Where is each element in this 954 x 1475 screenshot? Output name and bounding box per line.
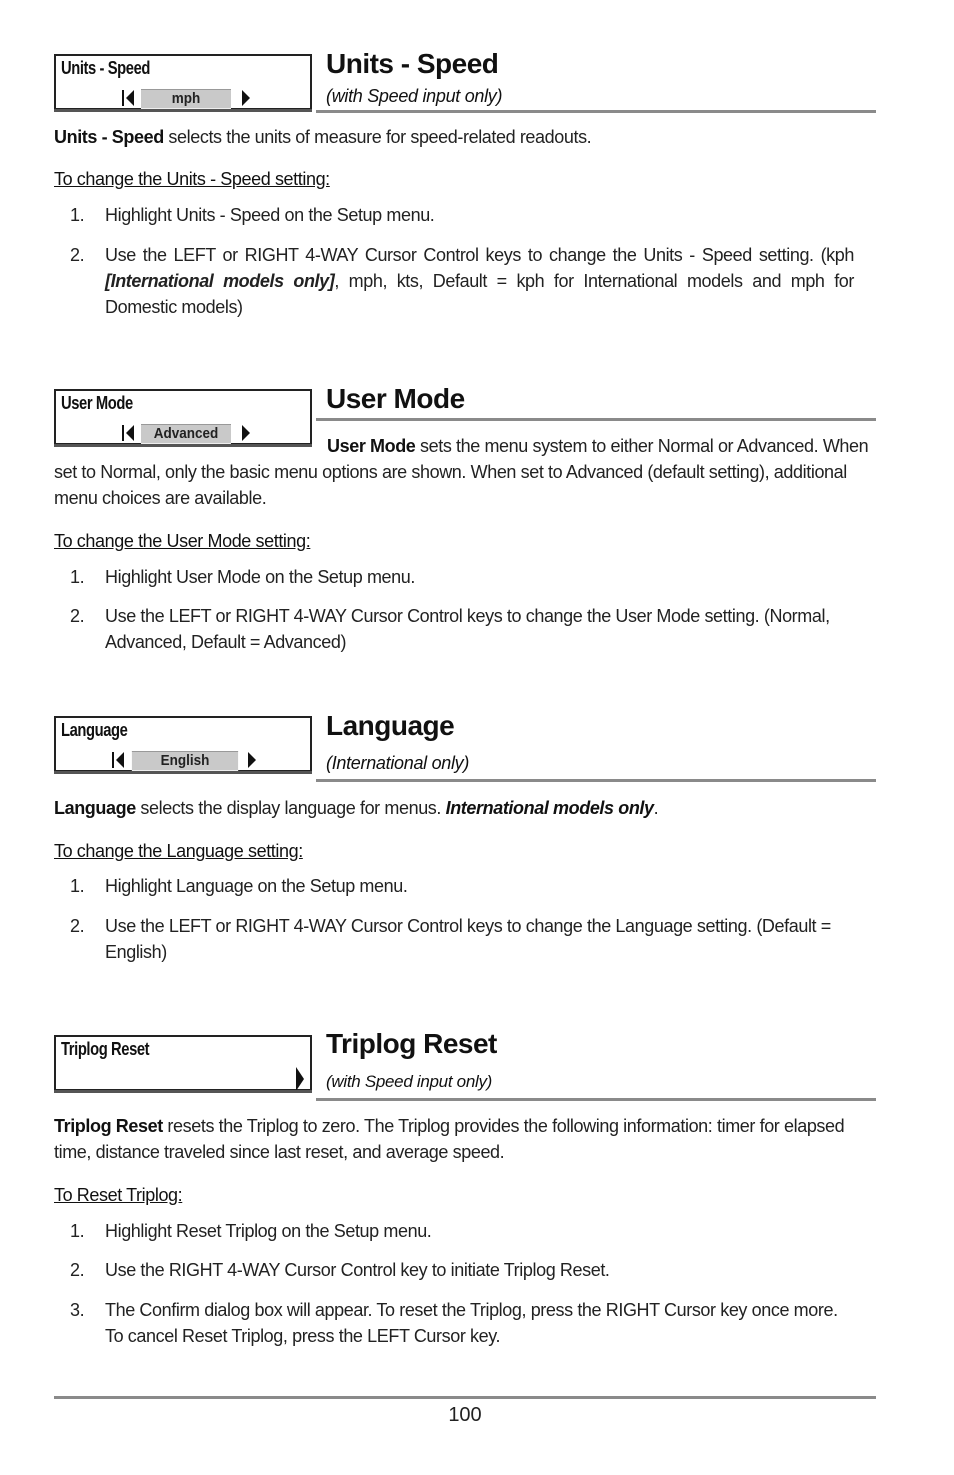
procedure-heading: To change the Language setting: — [54, 841, 303, 861]
widget-label: Units - Speed — [61, 58, 150, 78]
section-rule — [316, 1098, 876, 1101]
step-item: 1. Highlight User Mode on the Setup menu. — [70, 567, 415, 587]
right-arrow-icon — [296, 1067, 304, 1091]
step-item: 3. The Confirm dialog box will appear. To reset the Triplog, press the RIGHT Cursor key once more. To cancel Reset Triplog, press the LEFT Cursor key. — [70, 1300, 838, 1346]
section-title: Units - Speed — [326, 48, 499, 79]
step-item: 1. Highlight Units - Speed on the Setup menu. — [70, 205, 435, 225]
section-rule — [316, 779, 876, 782]
step-item: 2. Use the RIGHT 4-WAY Cursor Control key to initiate Triplog Reset. — [70, 1260, 610, 1280]
page-number: 100 — [448, 1404, 482, 1426]
step-item: 1. Highlight Reset Triplog on the Setup menu. — [70, 1221, 432, 1241]
procedure-heading: To Reset Triplog: — [54, 1185, 183, 1205]
left-arrow-bar — [122, 90, 124, 106]
widget-shadow — [54, 771, 312, 774]
section-subtitle: (International only) — [326, 753, 470, 773]
widget-label: User Mode — [61, 393, 133, 413]
section-title: User Mode — [326, 383, 465, 414]
widget-shadow — [54, 1090, 312, 1093]
section-intro: User Mode sets the menu system to either Normal or Advanced. When set to Normal, only the basic menu options are shown. When set to Advanced (default setting), additional menu choices are available. — [54, 436, 869, 508]
left-arrow-icon — [116, 752, 124, 768]
triplog-reset-menu-widget — [54, 1035, 312, 1091]
section-intro: Triplog Reset resets the Triplog to zero. The Triplog provides the following information: timer for elapsed time, distance traveled since last reset, and average speed. — [54, 1116, 845, 1162]
section-rule — [316, 418, 876, 421]
section-intro: Units - Speed selects the units of measure for speed-related readouts. — [54, 127, 592, 147]
section-subtitle: (with Speed input only) — [326, 1072, 493, 1091]
widget-label: Triplog Reset — [61, 1039, 150, 1059]
procedure-heading: To change the Units - Speed setting: — [54, 169, 330, 189]
footer-rule — [54, 1396, 876, 1399]
language-menu-widget — [54, 716, 312, 772]
section-title: Language — [326, 710, 455, 741]
section-title: Triplog Reset — [326, 1028, 497, 1059]
section-subtitle: (with Speed input only) — [326, 86, 503, 106]
step-item: 2. Use the LEFT or RIGHT 4-WAY Cursor Control keys to change the Language setting. (Default = English) — [70, 916, 831, 962]
step-item: 1. Highlight Language on the Setup menu. — [70, 876, 408, 896]
step-item: 2. Use the LEFT or RIGHT 4-WAY Cursor Control keys to change the Units - Speed setting. (kph [International models only], mph, kts, Default = kph for International models and mph for Domestic models) — [70, 245, 855, 317]
widget-value: English — [132, 751, 238, 771]
section-intro: Language selects the display language for menus. International models only. — [54, 798, 659, 818]
procedure-heading: To change the User Mode setting: — [54, 531, 311, 551]
left-arrow-icon — [126, 90, 134, 106]
right-arrow-icon — [242, 90, 250, 106]
right-arrow-icon — [248, 752, 256, 768]
section-rule — [316, 110, 876, 113]
units-speed-menu-widget — [54, 54, 312, 110]
left-arrow-bar — [112, 752, 114, 768]
widget-value: Advanced — [141, 424, 231, 444]
step-item: 2. Use the LEFT or RIGHT 4-WAY Cursor Control keys to change the User Mode setting. (Normal, Advanced, Default = Advanced) — [70, 606, 830, 652]
widget-shadow — [54, 109, 312, 112]
widget-value: mph — [141, 89, 231, 109]
widget-label: Language — [61, 720, 128, 740]
